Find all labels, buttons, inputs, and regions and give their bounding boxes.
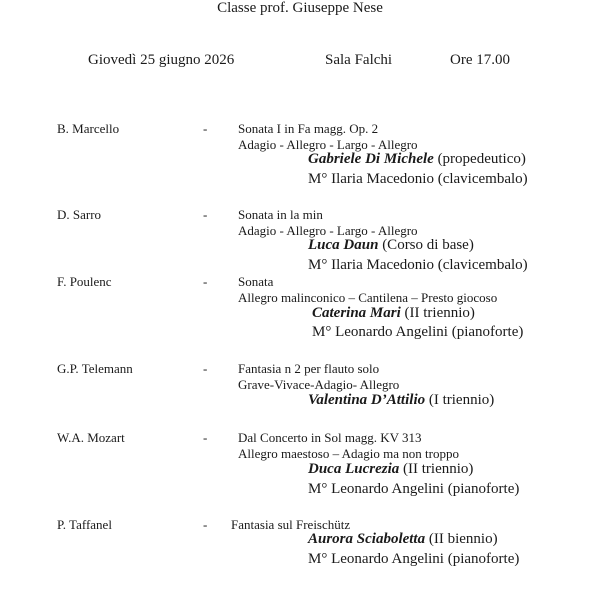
- separator-dash: -: [203, 430, 208, 445]
- performer: [308, 461, 473, 478]
- performer: [312, 305, 475, 322]
- concert-time: Ore 17.00: [450, 52, 510, 68]
- performer-level: (Corso di base): [378, 237, 474, 253]
- composer: B. Marcello: [57, 121, 120, 136]
- composer: P. Taffanel: [57, 517, 112, 532]
- movements: Adagio - Allegro - Largo - Allegro: [238, 137, 418, 152]
- separator-dash: -: [203, 121, 208, 136]
- performer: [308, 392, 494, 409]
- performer-name: Gabriele Di Michele: [308, 151, 434, 167]
- composer: F. Poulenc: [57, 274, 112, 289]
- work-title: Fantasia sul Freischütz: [231, 517, 351, 532]
- concert-date: Giovedì 25 giugno 2026: [88, 52, 235, 68]
- performer-level: (I triennio): [425, 392, 495, 408]
- performer-name: Luca Daun: [308, 237, 379, 253]
- performer-name: Aurora Sciaboletta: [308, 531, 426, 547]
- movements: Allegro malinconico – Cantilena – Presto giocoso: [238, 290, 498, 305]
- separator-dash: -: [203, 207, 208, 222]
- accompanist: M° Leonardo Angelini (pianoforte): [308, 551, 520, 567]
- performer: [308, 531, 498, 548]
- movements: Adagio - Allegro - Largo - Allegro: [238, 223, 418, 238]
- work-title: Dal Concerto in Sol magg. KV 313: [238, 430, 422, 445]
- performer-name: Valentina D’Attilio: [308, 392, 426, 408]
- accompanist: M° Ilaria Macedonio (clavicembalo): [308, 171, 528, 187]
- concert-venue: Sala Falchi: [325, 52, 393, 68]
- movements: Allegro maestoso – Adagio ma non troppo: [238, 446, 459, 461]
- work-title: Sonata I in Fa magg. Op. 2: [238, 121, 379, 136]
- work-title: Sonata: [238, 274, 274, 289]
- performer-name: Duca Lucrezia: [308, 461, 400, 477]
- separator-dash: -: [203, 517, 208, 532]
- performer-name: Caterina Mari: [312, 305, 401, 321]
- accompanist: M° Ilaria Macedonio (clavicembalo): [308, 257, 528, 273]
- performer: [308, 151, 526, 168]
- accompanist: M° Leonardo Angelini (pianoforte): [312, 324, 524, 340]
- performer: [308, 237, 474, 254]
- separator-dash: -: [203, 274, 208, 289]
- separator-dash: -: [203, 361, 208, 376]
- performer-level: (II triennio): [400, 305, 475, 321]
- performer-level: (II triennio): [399, 461, 474, 477]
- performer-level: (II biennio): [425, 531, 498, 547]
- accompanist: M° Leonardo Angelini (pianoforte): [308, 481, 520, 497]
- composer: D. Sarro: [57, 207, 102, 222]
- movements: Grave-Vivace-Adagio- Allegro: [238, 377, 400, 392]
- performer-level: (propedeutico): [433, 151, 526, 167]
- class-title: Classe prof. Giuseppe Nese: [217, 0, 383, 16]
- work-title: Fantasia n 2 per flauto solo: [238, 361, 380, 376]
- work-title: Sonata in la min: [238, 207, 323, 222]
- composer: W.A. Mozart: [57, 430, 125, 445]
- composer: G.P. Telemann: [57, 361, 133, 376]
